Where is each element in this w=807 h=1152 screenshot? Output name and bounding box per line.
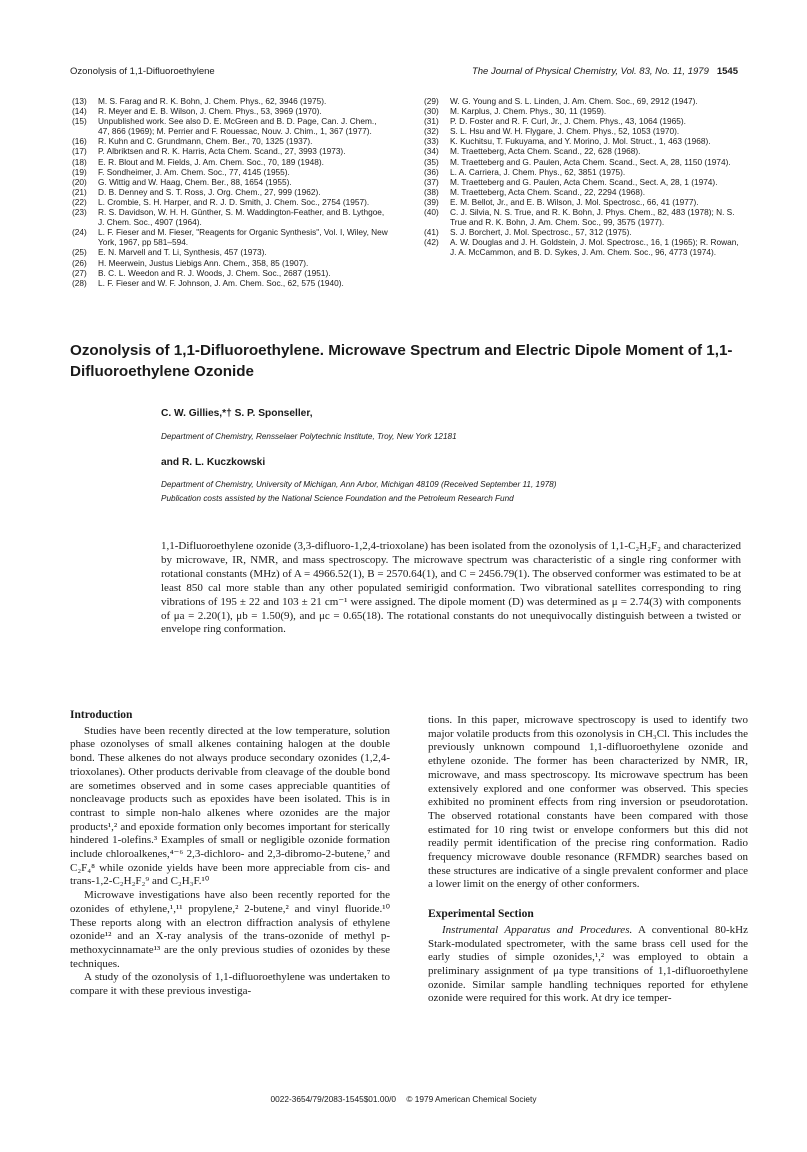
reference-item: [424, 227, 742, 237]
reference-number: (19): [72, 166, 87, 177]
reference-item: [424, 207, 742, 227]
reference-text: G. Wittig and W. Haag, Chem. Ber., 88, 1654 (1955).: [98, 176, 292, 187]
intro-paragraph-3: A study of the ozonolysis of 1,1-difluoroethylene was undertaken to compare it with these previous investiga-: [70, 971, 390, 998]
reference-number: (37): [424, 176, 439, 187]
reference-item: [72, 207, 390, 227]
reference-item: [72, 268, 390, 278]
reference-number: (15): [72, 116, 87, 127]
journal-citation: The Journal of Physical Chemistry, Vol. 83, No. 11, 1979 1545: [471, 66, 738, 77]
reference-text: E. N. Marvell and T. Li, Synthesis, 457 (1973).: [98, 247, 267, 258]
reference-item: [72, 106, 390, 116]
funding-note: Publication costs assisted by the National Science Foundation and the Petroleum Research Fund: [161, 494, 514, 503]
reference-text: P. Albriktsen and R. K. Harris, Acta Chem. Scand., 27, 3993 (1973).: [98, 146, 346, 157]
reference-item: [72, 167, 390, 177]
reference-item: [72, 96, 390, 106]
reference-number: (33): [424, 136, 439, 147]
experimental-heading: Experimental Section: [428, 908, 534, 921]
body-right-column: [428, 714, 748, 1006]
copyright-notice: © 1979 American Chemical Society: [406, 1094, 537, 1104]
reference-item: [72, 278, 390, 288]
author-line-1: C. W. Gillies,*† S. P. Sponseller,: [161, 408, 313, 419]
affiliation-1: Department of Chemistry, Rensselaer Polytechnic Institute, Troy, New York 12181: [161, 432, 457, 441]
reference-number: (28): [72, 277, 87, 288]
page-footer: [0, 1094, 807, 1104]
reference-item: [72, 258, 390, 268]
reference-number: (25): [72, 247, 87, 258]
reference-text: A. W. Douglas and J. H. Goldstein, J. Mol. Spectrosc., 16, 1 (1965); R. Rowan, J. A. McCammon, and B. D. Sykes, J. Am. Chem. Soc., 96, 4773 (1974).: [450, 237, 739, 258]
reference-number: (14): [72, 106, 87, 117]
body-left-column: [70, 709, 390, 999]
experimental-paragraph-text: A conventional 80-kHz Stark-modulated spectrometer, with the same brass cell used for the early studies of simple ozonides,¹,² was employed to obtain a preliminary assignment of μa type transitions of 1,1-difluoroethylene ozonide. Similar sample handling techniques reported for ethylene ozonide were required for this work. At dry ice temper-: [428, 923, 748, 1005]
reference-item: [424, 136, 742, 146]
reference-item: [424, 177, 742, 187]
reference-item: [72, 146, 390, 156]
reference-number: (26): [72, 257, 87, 268]
reference-number: (35): [424, 156, 439, 167]
reference-text: S. L. Hsu and W. H. Flygare, J. Chem. Phys., 52, 1053 (1970).: [450, 126, 680, 137]
reference-item: [424, 167, 742, 177]
reference-item: [72, 116, 390, 136]
reference-item: [72, 157, 390, 167]
reference-number: (21): [72, 186, 87, 197]
reference-number: (34): [424, 146, 439, 157]
author-line-2: and R. L. Kuczkowski: [161, 457, 266, 468]
reference-text: D. B. Denney and S. T. Ross, J. Org. Chem., 27, 999 (1962).: [98, 186, 321, 197]
reference-text: R. Kuhn and C. Grundmann, Chem. Ber., 70, 1325 (1937).: [98, 136, 313, 147]
reference-text: E. M. Bellot, Jr., and E. B. Wilson, J. Mol. Spectrosc., 66, 41 (1977).: [450, 196, 699, 207]
page-number: 1545: [716, 66, 738, 77]
abstract: 1,1-Difluoroethylene ozonide (3,3-difluoro-1,2,4-trioxolane) has been isolated from the ozonolysis of 1,1-C₂H₂F₂ and characterized by microwave, IR, NMR, and mass spectroscopy. The microwave spectrum was characteristic of a single ring conformer with rotational constants (MHz) of A = 4966.52(1), B = 2570.64(1), and C = 2456.79(1). The observed conformer was estimated to be at least 850 cal more stable than any other populated semirigid conformation. Two vibrational satellites corresponding to ring vibrations of 195 ± 22 and 103 ± 21 cm⁻¹ were assigned. The dipole moment (D) was determined as μ = 2.74(3) with components of μa = 2.20(1), μb = 1.50(9), and μc = 0.65(18). The rotational constants do not unequivocally distinguish between a twisted or envelope ring conformation.: [161, 540, 741, 636]
references-right-column: [424, 96, 742, 258]
reference-number: (20): [72, 176, 87, 187]
reference-item: [72, 247, 390, 257]
experimental-paragraph-1: [428, 924, 748, 1006]
reference-text: H. Meerwein, Justus Liebigs Ann. Chem., 358, 85 (1907).: [98, 257, 309, 268]
reference-text: C. J. Silvia, N. S. True, and R. K. Bohn, J. Phys. Chem., 82, 483 (1978); N. S. True and R. K. Bohn, J. Am. Chem. Soc., 99, 3575 (1977).: [450, 207, 735, 228]
article-code: 0022-3654/79/2083-1545$01.00/0: [270, 1094, 396, 1104]
reference-number: (31): [424, 116, 439, 127]
reference-text: L. A. Carriera, J. Chem. Phys., 62, 3851 (1975).: [450, 166, 626, 177]
reference-text: M. S. Farag and R. K. Bohn, J. Chem. Phys., 62, 3946 (1975).: [98, 96, 327, 106]
reference-number: (38): [424, 186, 439, 197]
reference-number: (41): [424, 227, 439, 238]
reference-number: (24): [72, 227, 87, 238]
reference-text: W. G. Young and S. L. Linden, J. Am. Chem. Soc., 69, 2912 (1947).: [450, 96, 698, 106]
running-title: Ozonolysis of 1,1-Difluoroethylene: [70, 66, 215, 77]
introduction-heading: Introduction: [70, 709, 133, 721]
reference-item: [424, 106, 742, 116]
references-left-column: [72, 96, 390, 288]
reference-number: (36): [424, 166, 439, 177]
reference-text: M. Karplus, J. Chem. Phys., 30, 11 (1959).: [450, 106, 607, 117]
reference-text: M. Traetteberg and G. Paulen, Acta Chem. Scand., Sect. A, 28, 1 (1974).: [450, 176, 718, 187]
reference-text: Unpublished work. See also D. E. McGreen and B. D. Page, Can. J. Chem., 47, 866 (1969); M. Perrier and F. Rouessac, Nouv. J. Chim., 1, 367 (1977).: [98, 116, 377, 137]
intro-paragraph-4: tions. In this paper, microwave spectroscopy is used to identify two major volatile products from this ozonolysis in CH₃Cl. This includes the previously unknown compound 1,1-difluoroethylene ozonide and ethylene ozonide. The former has been characterized by NMR, IR, microwave, and mass spectroscopy. Its microwave spectrum has been extensively explored and one conformer was observed. This species exhibited no prominent effects from ring inversion or pseudorotation. The observed rotational constants have been compared with those estimated for 10 ring twist or envelope conformers but this did not readily permit identification of the precise ring conformation. Radio frequency microwave double resonance (RFMDR) searches based on these structures are indicative of a single prevalent conformer and place a lower limit on the energy of other conformers.: [428, 714, 748, 891]
reference-number: (27): [72, 267, 87, 278]
reference-item: [72, 136, 390, 146]
reference-number: (13): [72, 96, 87, 106]
reference-text: E. R. Blout and M. Fields, J. Am. Chem. Soc., 70, 189 (1948).: [98, 156, 324, 167]
reference-text: M. Traetteberg, Acta Chem. Scand., 22, 628 (1968).: [450, 146, 641, 157]
intro-paragraph-1: Studies have been recently directed at the low temperature, solution phase ozonolyses of small alkenes containing halogen at the double bond. These alkenes do not always produce secondary ozonides (1,2,4-trioxolanes). Other products derivable from cleavage of the double bond are sometimes observed and in some cases appreciable quantities of noncleavage products such as epoxides have been isolated. This is in contrast to simple non-halo alkenes where ozonides are the major products¹,² and epoxide formation only becomes important for sterically hindered 1-olefins.³ Examples of small or negligible ozonide formation include chloroalkenes,⁴⁻⁶ 2,3-dichloro- and 2,3-dibromo-2-butene,⁷ and C₂F₄⁸ while ozonide yields have been more appreciable from cis- and trans-1,2-C₂H₂F₂⁹ and C₂H₃F.¹⁰: [70, 724, 390, 888]
reference-item: [424, 146, 742, 156]
reference-item: [424, 116, 742, 126]
reference-item: [72, 197, 390, 207]
reference-number: (17): [72, 146, 87, 157]
reference-text: R. Meyer and E. B. Wilson, J. Chem. Phys., 53, 3969 (1970).: [98, 106, 322, 117]
reference-text: S. J. Borchert, J. Mol. Spectrosc., 57, 312 (1975).: [450, 227, 632, 238]
reference-item: [424, 96, 742, 106]
article-title: Ozonolysis of 1,1-Difluoroethylene. Microwave Spectrum and Electric Dipole Moment of 1,1-Difluoroethylene Ozonide: [70, 342, 733, 380]
reference-item: [424, 157, 742, 167]
reference-item: [424, 237, 742, 257]
reference-number: (42): [424, 237, 439, 248]
reference-text: F. Sondheimer, J. Am. Chem. Soc., 77, 4145 (1955).: [98, 166, 290, 177]
affiliation-2: Department of Chemistry, University of Michigan, Ann Arbor, Michigan 48109 (Received September 11, 1978): [161, 480, 557, 489]
reference-number: (23): [72, 207, 87, 218]
reference-number: (32): [424, 126, 439, 137]
reference-number: (29): [424, 96, 439, 106]
reference-text: L. Crombie, S. H. Harper, and R. J. D. Smith, J. Chem. Soc., 2754 (1957).: [98, 196, 370, 207]
reference-text: R. S. Davidson, W. H. H. Günther, S. M. Waddington-Feather, and B. Lythgoe, J. Chem. Soc., 4907 (1964).: [98, 207, 385, 228]
reference-item: [424, 197, 742, 207]
reference-text: B. C. L. Weedon and R. J. Woods, J. Chem. Soc., 2687 (1951).: [98, 267, 331, 278]
reference-number: (30): [424, 106, 439, 117]
reference-item: [72, 187, 390, 197]
reference-number: (39): [424, 196, 439, 207]
running-header: [70, 66, 738, 80]
reference-text: K. Kuchitsu, T. Fukuyama, and Y. Morino, J. Mol. Struct., 1, 463 (1968).: [450, 136, 711, 147]
reference-number: (18): [72, 156, 87, 167]
intro-paragraph-2: Microwave investigations have also been recently reported for the ozonides of ethylene,¹,¹¹ propylene,² 2-butene,² and vinyl fluoride.¹⁰ These reports along with an electron diffraction analysis of ethylene ozonide¹² and an X-ray analysis of the trans-ozonide of methyl p-methoxycinnamate¹³ are the only previous studies of ozonides by these techniques.: [70, 889, 390, 970]
reference-text: P. D. Foster and R. F. Curl, Jr., J. Chem. Phys., 43, 1064 (1965).: [450, 116, 686, 127]
reference-item: [72, 177, 390, 187]
reference-text: L. F. Fieser and M. Fieser, "Reagents for Organic Synthesis", Vol. I, Wiley, New York, 1967, pp 581–594.: [98, 227, 388, 248]
reference-text: M. Traetteberg and G. Paulen, Acta Chem. Scand., Sect. A, 28, 1150 (1974).: [450, 156, 731, 167]
reference-item: [424, 187, 742, 197]
reference-item: [72, 227, 390, 247]
reference-number: (22): [72, 196, 87, 207]
reference-number: (16): [72, 136, 87, 147]
experimental-subheading: Instrumental Apparatus and Procedures.: [442, 923, 633, 936]
reference-text: L. F. Fieser and W. F. Johnson, J. Am. Chem. Soc., 62, 575 (1940).: [98, 277, 344, 288]
reference-number: (40): [424, 207, 439, 218]
reference-text: M. Traetteberg, Acta Chem. Scand., 22, 2294 (1968).: [450, 186, 646, 197]
reference-item: [424, 126, 742, 136]
